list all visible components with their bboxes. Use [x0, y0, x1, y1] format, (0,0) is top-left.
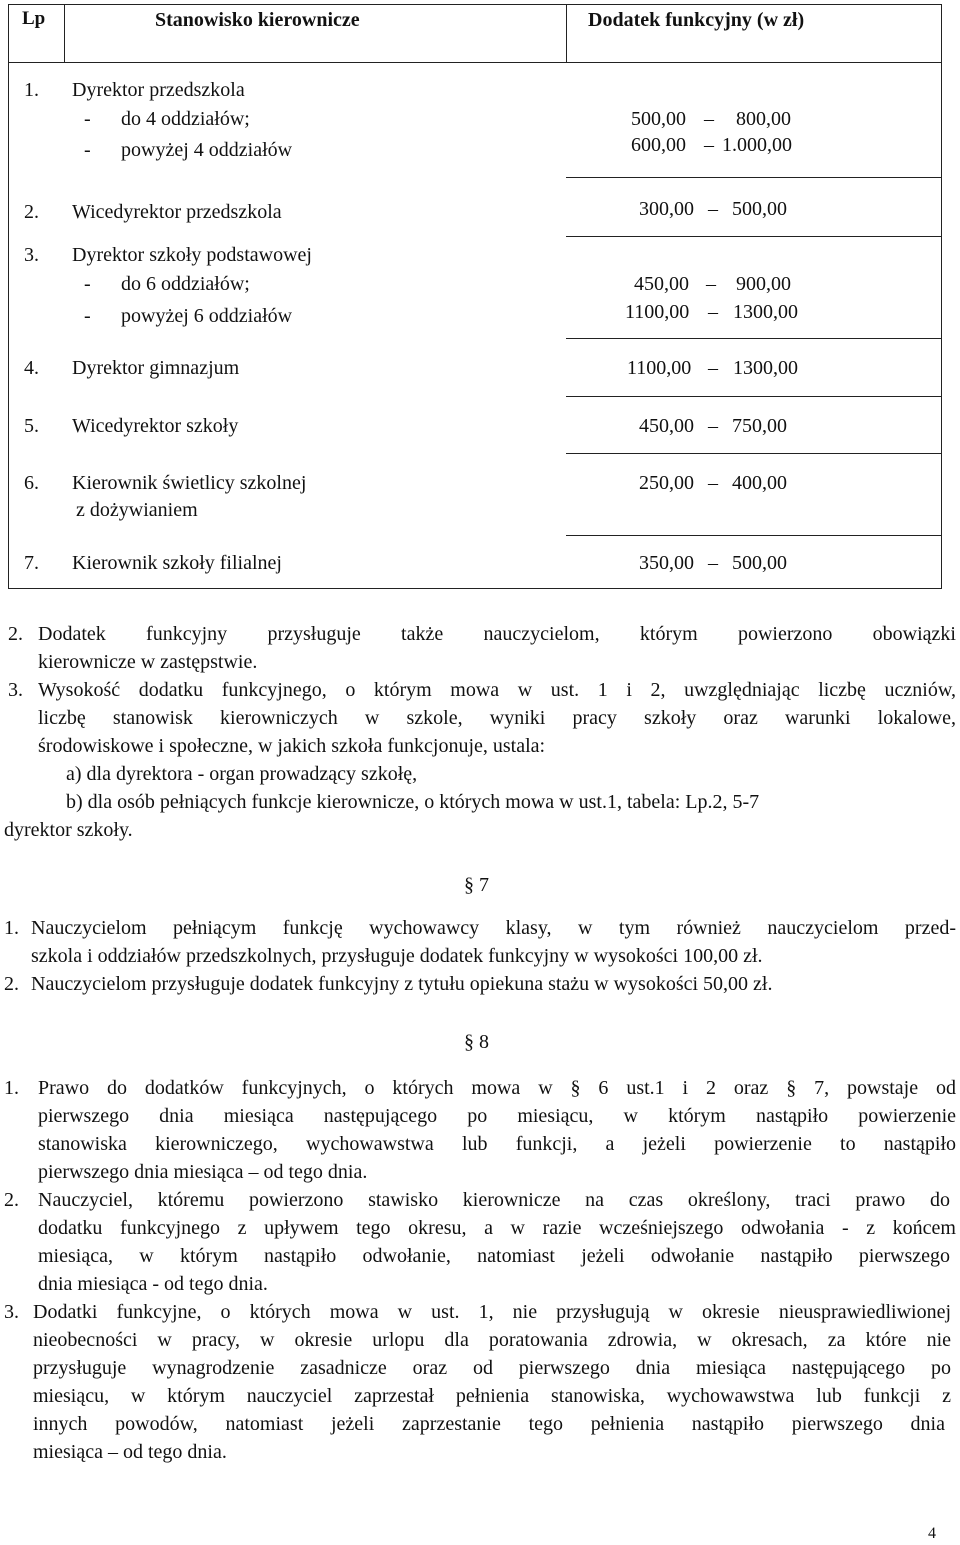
row-sub-dash: -: [84, 139, 91, 161]
range-max: 1300,00: [733, 357, 798, 379]
row-title: Dyrektor gimnazjum: [72, 357, 240, 379]
paragraph-number: 3.: [4, 1301, 19, 1323]
row-divider: [566, 338, 942, 339]
paragraph-line: pierwszego dnia miesiąca – od tego dnia.: [38, 1161, 368, 1183]
paragraph-number: 3.: [8, 679, 23, 701]
row-divider: [566, 453, 942, 454]
row-sub-item: do 4 oddziałów;: [121, 108, 250, 130]
range-dash: –: [704, 134, 714, 156]
row-sub-dash: -: [84, 305, 91, 327]
range-dash: –: [708, 472, 718, 494]
row-sub-dash: -: [84, 108, 91, 130]
row-title: Kierownik szkoły filialnej: [72, 552, 282, 574]
table-border-right: [941, 4, 942, 589]
paragraph-line: Nauczycielom przysługuje dodatek funkcyjny z tytułu opiekuna stażu w wysokości 50,00 zł.: [31, 973, 773, 995]
row-divider: [566, 535, 942, 536]
range-max: 900,00: [736, 273, 791, 295]
range-min: 1100,00: [625, 301, 690, 323]
section-heading: § 8: [464, 1031, 489, 1053]
range-max: 1300,00: [733, 301, 798, 323]
paragraph-line: pierwszego dnia miesiąca następującego po miesiącu, w którym nastąpiło powierzenie: [38, 1105, 956, 1127]
range-dash: –: [708, 357, 718, 379]
range-dash: –: [708, 552, 718, 574]
paragraph-line: szkola i oddziałów przedszkolnych, przysługuje dodatek funkcyjny w wysokości 100,00 zł.: [31, 945, 763, 967]
table-border-top: [8, 4, 942, 5]
row-sub-item: powyżej 6 oddziałów: [121, 305, 293, 327]
range-dash: –: [708, 415, 718, 437]
row-title: Dyrektor szkoły podstawowej: [72, 244, 312, 266]
range-min: 500,00: [631, 108, 686, 130]
paragraph-number: 2.: [4, 1189, 19, 1211]
row-number: 1.: [24, 79, 39, 101]
range-min: 300,00: [639, 198, 694, 220]
row-title: Kierownik świetlicy szkolnej: [72, 472, 307, 494]
range-min: 250,00: [639, 472, 694, 494]
range-max: 800,00: [736, 108, 791, 130]
paragraph-line: miesiąca, w którym nastąpiło odwołanie, natomiast jeżeli odwołanie nastąpiło pierwszego: [38, 1245, 950, 1267]
range-dash: –: [708, 301, 718, 323]
paragraph-line: Wysokość dodatku funkcyjnego, o którym mowa w ust. 1 i 2, uwzględniając liczbę uczniów,: [38, 679, 956, 701]
range-dash: –: [704, 108, 714, 130]
list-item-b: b) dla osób pełniących funkcje kierownicze, o których mowa w ust.1, tabela: Lp.2, 5-7: [66, 791, 760, 813]
table-header-divider: [8, 62, 942, 63]
range-max: 500,00: [732, 552, 787, 574]
paragraph-line: Prawo do dodatków funkcyjnych, o których mowa w § 6 ust.1 i 2 oraz § 7, powstaje od: [38, 1077, 956, 1099]
row-number: 3.: [24, 244, 39, 266]
paragraph-line: Nauczyciel, któremu powierzono stawisko kierownicze na czas określony, traci prawo do: [38, 1189, 950, 1211]
paragraph-line: kierownicze w zastępstwie.: [38, 651, 258, 673]
paragraph-line: Nauczycielom pełniącym funkcję wychowawcy klasy, w tym również nauczycielom przed-: [31, 917, 956, 939]
paragraph-number: 1.: [4, 917, 19, 939]
paragraph-line: dyrektor szkoły.: [4, 819, 133, 841]
paragraph-number: 1.: [4, 1077, 19, 1099]
row-number: 6.: [24, 472, 39, 494]
row-number: 2.: [24, 201, 39, 223]
paragraph-line: innych powodów, natomiast jeżeli zaprzestanie tego pełnienia nastąpiło pierwszego dnia: [33, 1413, 945, 1435]
table-border-left: [8, 4, 9, 589]
range-min: 350,00: [639, 552, 694, 574]
list-item-a: a) dla dyrektora - organ prowadzący szkołę,: [66, 763, 418, 785]
range-max: 500,00: [732, 198, 787, 220]
paragraph-line: miesiąca – od tego dnia.: [33, 1441, 227, 1463]
row-title: Dyrektor przedszkola: [72, 79, 245, 101]
table-col-divider-1: [64, 4, 65, 63]
paragraph-line: dnia miesiąca - od tego dnia.: [38, 1273, 268, 1295]
paragraph-number: 2.: [4, 973, 19, 995]
paragraph-line: przysługuje wynagrodzenie zasadnicze oraz od pierwszego dnia miesiąca następującego po: [33, 1357, 951, 1379]
paragraph-line: Dodatek funkcyjny przysługuje także nauczycielom, którym powierzono obowiązki: [38, 623, 956, 645]
range-max: 400,00: [732, 472, 787, 494]
row-title: Wicedyrektor przedszkola: [72, 201, 282, 223]
paragraph-line: miesiącu, w którym nauczyciel zaprzestał pełnienia stanowiska, wychowawstwa lub funkcji z: [33, 1385, 951, 1407]
section-heading: § 7: [464, 874, 489, 896]
paragraph-line: Dodatki funkcyjne, o których mowa w ust. 1, nie przysługują w okresie nieusprawiedliwionej: [33, 1301, 951, 1323]
row-title: Wicedyrektor szkoły: [72, 415, 239, 437]
header-allowance: Dodatek funkcyjny (w zł): [588, 9, 805, 31]
row-sub-item: powyżej 4 oddziałów: [121, 139, 293, 161]
row-divider: [566, 236, 942, 237]
paragraph-line: nieobecności w pracy, w okresie urlopu dla poratowania zdrowia, w okresach, za które nie: [33, 1329, 951, 1351]
row-divider: [566, 177, 942, 178]
range-dash: –: [706, 273, 716, 295]
row-number: 7.: [24, 552, 39, 574]
paragraph-line: liczbę stanowisk kierowniczych w szkole, wyniki pracy szkoły oraz warunki lokalowe,: [38, 707, 956, 729]
range-min: 1100,00: [627, 357, 692, 379]
range-min: 600,00: [631, 134, 686, 156]
range-max: 1.000,00: [722, 134, 792, 156]
paragraph-line: środowiskowe i społeczne, w jakich szkoła funkcjonuje, ustala:: [38, 735, 546, 757]
row-divider: [566, 396, 942, 397]
row-title-continuation: z dożywianiem: [76, 499, 198, 521]
row-number: 5.: [24, 415, 39, 437]
row-sub-item: do 6 oddziałów;: [121, 273, 250, 295]
table-border-bottom: [8, 588, 942, 589]
paragraph-line: stanowiska kierowniczego, wychowawstwa lub funkcji, a jeżeli powierzenie to nastąpiło: [38, 1133, 956, 1155]
range-min: 450,00: [634, 273, 689, 295]
table-col-divider-2: [566, 4, 567, 63]
page-number: 4: [928, 1525, 936, 1542]
paragraph-number: 2.: [8, 623, 23, 645]
header-lp: Lp: [22, 8, 46, 29]
range-min: 450,00: [639, 415, 694, 437]
row-number: 4.: [24, 357, 39, 379]
header-position: Stanowisko kierownicze: [155, 9, 360, 31]
range-dash: –: [708, 198, 718, 220]
range-max: 750,00: [732, 415, 787, 437]
row-sub-dash: -: [84, 273, 91, 295]
paragraph-line: dodatku funkcyjnego z upływem tego okresu, a w razie wcześniejszego odwołania - z końcem: [38, 1217, 956, 1239]
